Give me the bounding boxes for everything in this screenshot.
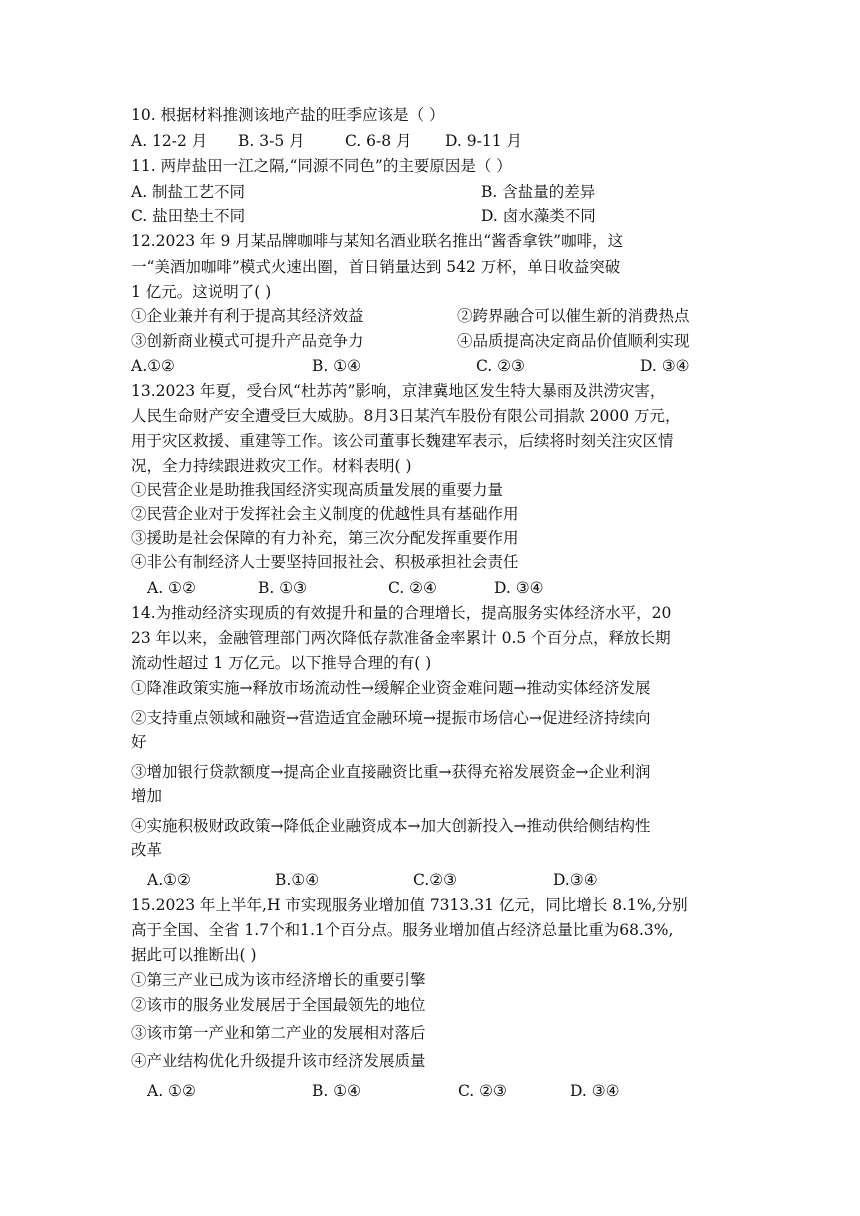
q14-statement-3-line-2: 增加 [131, 787, 163, 805]
q14-stem-line-2: 23 年以来，金融管理部门两次降低存款准备金率累计 0.5 个百分点，释放长期 [131, 629, 671, 647]
q15-statement-1: ①第三产业已成为该市经济增长的重要引擎 [131, 971, 426, 989]
q12-stem-line-2: 一“美酒加咖啡”模式火速出圈，首日销量达到 542 万杯，单日收益突破 [131, 258, 621, 276]
q10-option-c: C. 6-8 月 [345, 132, 412, 150]
q11-option-b: B. 含盐量的差异 [481, 183, 596, 201]
q13-statement-3: ③援助是社会保障的有力补充，第三次分配发挥重要作用 [131, 529, 519, 547]
q12-option-a: A.①② [131, 357, 175, 375]
q14-statement-2-line-2: 好 [131, 733, 147, 751]
q13-stem-line-4: 况，全力持续跟进救灾工作。材料表明( ) [131, 457, 412, 475]
q12-option-b: B. ①④ [312, 357, 362, 375]
q13-statement-1: ①民营企业是助推我国经济实现高质量发展的重要力量 [131, 481, 504, 499]
q11-option-a: A. 制盐工艺不同 [131, 183, 246, 201]
q14-statement-3-line-1: ③增加银行贷款额度→提高企业直接融资比重→获得充裕发展资金→企业利润 [131, 763, 651, 781]
q15-option-d: D. ③④ [570, 1082, 620, 1100]
q14-option-d: D.③④ [553, 871, 598, 889]
q15-stem-line-2: 高于全国、全省 1.7个和1.1个百分点。服务业增加值占经济总量比重为68.3%, [131, 921, 674, 939]
q13-option-d: D. ③④ [494, 579, 544, 597]
q15-statement-2: ②该市的服务业发展居于全国最领先的地位 [131, 996, 426, 1014]
q12-statement-2: ②跨界融合可以催生新的消费热点 [457, 307, 690, 325]
q12-stem-line-3: 1 亿元。这说明了( ) [131, 283, 272, 301]
q10-stem: 10. 根据材料推测该地产盐的旺季应该是（ ） [131, 106, 445, 124]
q12-statement-3: ③创新商业模式可提升产品竞争力 [131, 332, 364, 350]
q13-option-a: A. ①② [147, 579, 196, 597]
q13-statement-2: ②民营企业对于发挥社会主义制度的优越性具有基础作用 [131, 505, 519, 523]
q14-stem-line-1: 14.为推动经济实现质的有效提升和量的合理增长，提高服务实体经济水平，20 [131, 604, 672, 622]
q10-option-b: B. 3-5 月 [238, 132, 305, 150]
q13-option-c: C. ②④ [388, 579, 437, 597]
q12-stem-line-1: 12.2023 年 9 月某品牌咖啡与某知名酒业联名推出“酱香拿铁”咖啡，这 [131, 232, 624, 250]
q15-stem-line-3: 据此可以推断出( ) [131, 946, 257, 964]
q15-statement-3: ③该市第一产业和第二产业的发展相对落后 [131, 1024, 426, 1042]
q14-statement-4-line-1: ④实施积极财政政策→降低企业融资成本→加大创新投入→推动供给侧结构性 [131, 817, 651, 835]
q11-stem: 11. 两岸盐田一江之隔,“同源不同色”的主要原因是（ ） [131, 157, 512, 175]
q12-option-c: C. ②③ [476, 357, 525, 375]
q12-option-d: D. ③④ [640, 357, 690, 375]
q15-option-b: B. ①④ [312, 1082, 362, 1100]
q13-stem-line-2: 人民生命财产安全遭受巨大威胁。8月3日某汽车股份有限公司捐款 2000 万元， [131, 407, 681, 425]
q13-option-b: B. ①③ [258, 579, 308, 597]
q10-option-a: A. 12-2 月 [131, 132, 208, 150]
q12-statement-1: ①企业兼并有利于提高其经济效益 [131, 307, 364, 325]
q12-statement-4: ④品质提高决定商品价值顺利实现 [457, 332, 690, 350]
q15-stem-line-1: 15.2023 年上半年,H 市实现服务业增加值 7313.31 亿元，同比增长 8.1%,分别 [131, 896, 688, 914]
q14-option-c: C.②③ [413, 871, 458, 889]
q14-option-a: A.①② [147, 871, 191, 889]
q11-option-d: D. 卤水藻类不同 [481, 207, 596, 225]
q13-statement-4: ④非公有制经济人士要坚持回报社会、积极承担社会责任 [131, 553, 519, 571]
q11-option-c: C. 盐田垫土不同 [131, 207, 246, 225]
q14-statement-4-line-2: 改革 [131, 841, 163, 859]
q15-option-c: C. ②③ [458, 1082, 507, 1100]
q13-stem-line-3: 用于灾区救援、重建等工作。该公司董事长魏建军表示，后续将时刻关注灾区情 [131, 432, 674, 450]
q14-option-b: B.①④ [275, 871, 320, 889]
q14-statement-2-line-1: ②支持重点领域和融资→营造适宜金融环境→提振市场信心→促进经济持续向 [131, 709, 651, 727]
q15-option-a: A. ①② [147, 1082, 196, 1100]
q14-stem-line-3: 流动性超过 1 万亿元。以下推导合理的有( ) [131, 654, 432, 672]
q14-statement-1: ①降准政策实施→释放市场流动性→缓解企业资金难问题→推动实体经济发展 [131, 679, 651, 697]
q13-stem-line-1: 13.2023 年夏，受台风“杜苏芮”影响，京津冀地区发生特大暴雨及洪涝灾害， [131, 382, 666, 400]
q15-statement-4: ④产业结构优化升级提升该市经济发展质量 [131, 1052, 426, 1070]
q10-option-d: D. 9-11 月 [445, 132, 522, 150]
